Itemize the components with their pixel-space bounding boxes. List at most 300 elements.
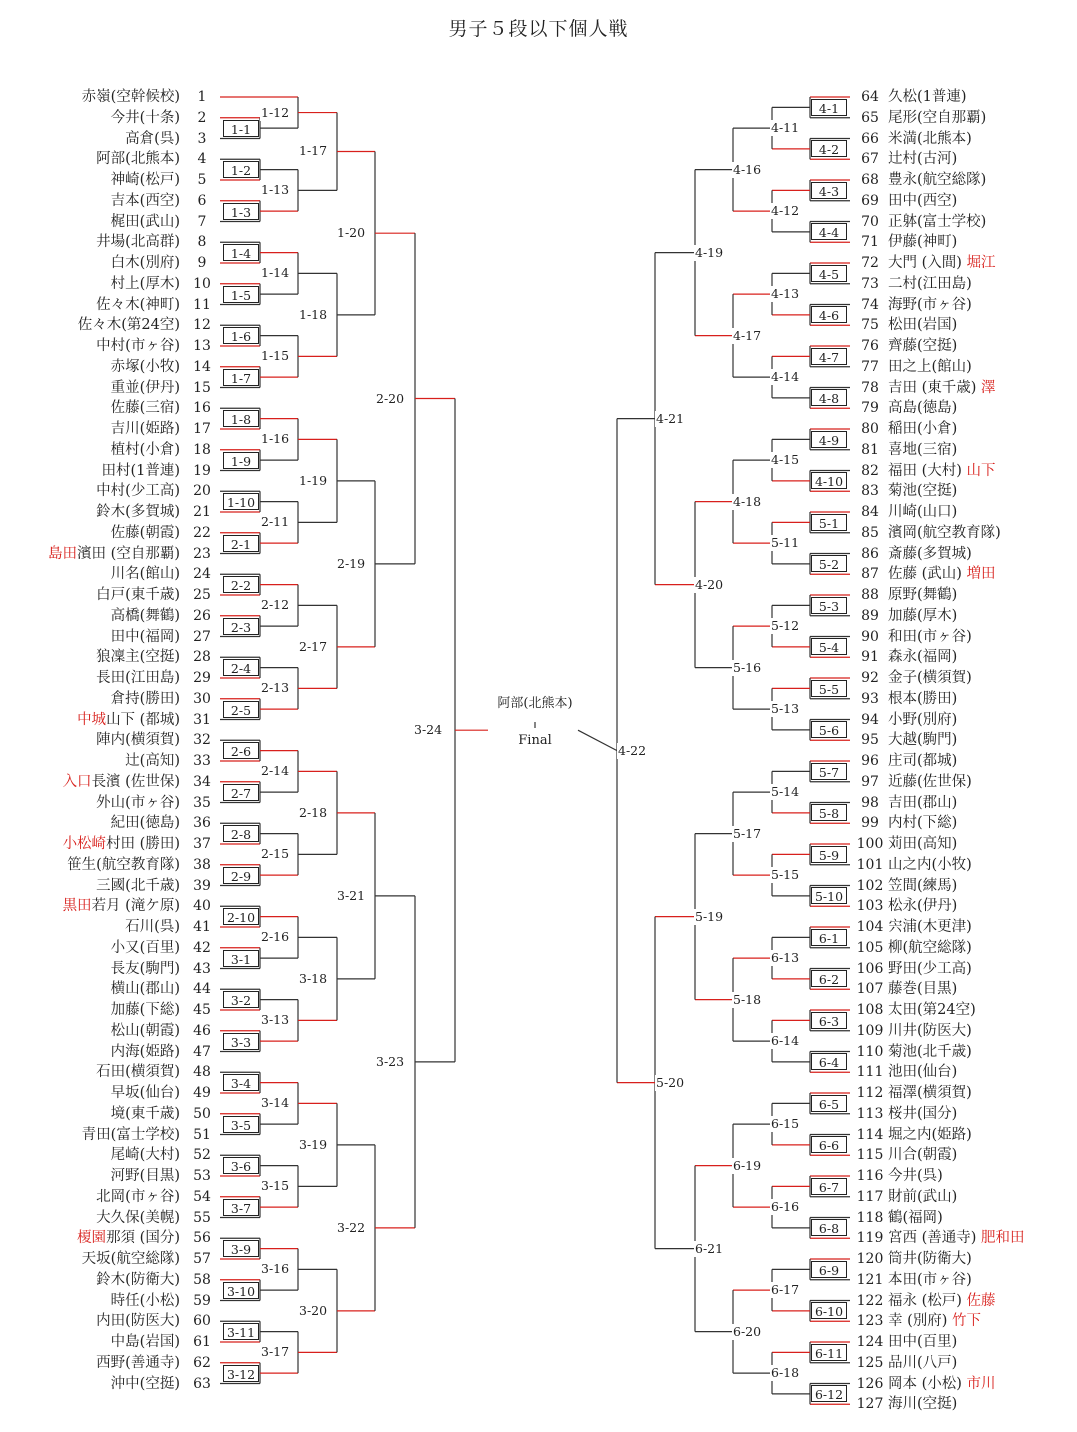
player-number: 19 (193, 462, 211, 479)
player-number: 111 (856, 1064, 884, 1081)
match-label: 4-3 (811, 182, 847, 199)
player-name: 青田(富士学校) (81, 1126, 180, 1143)
player-number: 110 (856, 1043, 884, 1060)
match-label: 4-4 (811, 223, 847, 240)
player-name: 伊藤(神町) (888, 234, 958, 251)
match-label: 6-21 (695, 1240, 724, 1256)
player-name: 根本(勝田) (888, 690, 958, 707)
player-number: 86 (861, 545, 879, 562)
player-name: 海野(市ヶ谷) (888, 296, 972, 313)
match-label: 4-12 (771, 203, 800, 219)
match-label: 5-5 (811, 680, 847, 697)
player-number: 64 (861, 89, 879, 105)
player-name: 榎園那須 (国分) (77, 1230, 180, 1247)
player-name: 黒田若月 (滝ケ原) (62, 898, 180, 915)
player-name: 幸 (別府) 竹下 (888, 1313, 982, 1330)
substitute-name: 竹下 (952, 1313, 982, 1330)
player-number: 46 (193, 1022, 211, 1039)
match-label: 4-11 (771, 120, 800, 136)
player-number: 90 (861, 628, 879, 645)
player-number: 81 (861, 441, 879, 458)
player-number: 48 (193, 1064, 211, 1081)
match-label: 4-16 (733, 161, 762, 177)
player-name: 狼凜主(空挺) (96, 649, 180, 666)
player-number: 72 (861, 255, 879, 271)
substitute-name: 肥和田 (981, 1230, 1025, 1247)
match-label: 4-14 (771, 369, 800, 385)
match-label: 6-10 (811, 1302, 847, 1319)
player-name: 辻(高知) (125, 753, 180, 769)
player-number: 26 (193, 607, 211, 624)
player-number: 88 (861, 587, 879, 603)
match-label: 3-14 (261, 1095, 290, 1111)
match-label: 2-19 (337, 555, 366, 571)
substitute-name: 島田 (48, 545, 78, 562)
player-name: 大越(駒門) (888, 732, 958, 749)
player-name: 財前(武山) (888, 1188, 958, 1205)
player-name: 久松(1普連) (888, 89, 967, 105)
player-number: 115 (856, 1147, 884, 1164)
match-label: 6-13 (771, 950, 800, 966)
match-label: 3-11 (223, 1323, 259, 1340)
player-name: 吉田 (東千歳) 澤 (888, 379, 996, 396)
player-name: 佐藤 (武山) 増田 (888, 566, 996, 583)
match-label: 2-18 (299, 804, 328, 820)
player-name: 福澤(横須賀) (888, 1085, 972, 1101)
player-name: 陣内(横須賀) (96, 732, 180, 749)
match-label: 5-10 (811, 887, 847, 904)
player-number: 55 (193, 1209, 211, 1226)
player-name: 正躰(富士学校) (888, 213, 987, 230)
player-name: 入口長濱 (佐世保) (62, 773, 180, 790)
match-label: 2-3 (223, 618, 259, 635)
player-name: 外山(市ヶ谷) (96, 794, 180, 811)
player-name: 長田(江田島) (96, 670, 180, 686)
player-number: 7 (197, 213, 207, 230)
player-name: 尾形(空自那覇) (888, 109, 987, 126)
player-name: 佐藤(朝霞) (110, 524, 180, 541)
player-name: 川崎(山口) (888, 504, 958, 520)
match-label: 4-6 (811, 306, 847, 323)
player-number: 94 (861, 711, 879, 728)
player-name: 石川(呉) (125, 919, 180, 935)
player-number: 79 (861, 400, 879, 417)
player-number: 3 (197, 130, 207, 147)
player-number: 42 (193, 939, 211, 956)
player-number: 28 (193, 649, 211, 666)
player-name: 阿部(北熊本) (96, 151, 180, 168)
player-number: 102 (856, 877, 884, 894)
player-name: 赤塚(小牧) (110, 358, 180, 375)
player-number: 80 (861, 421, 879, 437)
match-label: 5-11 (771, 535, 800, 551)
match-label: 3-9 (223, 1240, 259, 1257)
player-number: 49 (193, 1085, 211, 1101)
substitute-name: 入口 (62, 773, 92, 790)
player-number: 76 (861, 338, 879, 354)
player-name: 横山(郡山) (110, 981, 180, 998)
match-label: 4-8 (811, 389, 847, 406)
player-number: 75 (861, 317, 879, 334)
match-label: 3-12 (223, 1365, 259, 1382)
player-name: 佐々木(第24空) (77, 317, 180, 334)
match-label: 2-20 (376, 390, 405, 406)
match-label: 5-9 (811, 846, 847, 863)
bracket-line (578, 730, 617, 750)
match-label: 5-2 (811, 555, 847, 572)
player-name: 小野(別府) (888, 711, 958, 728)
player-number: 127 (856, 1396, 884, 1413)
player-number: 56 (193, 1230, 211, 1247)
match-label: 5-12 (771, 618, 800, 634)
player-number: 57 (193, 1251, 211, 1267)
player-number: 112 (856, 1085, 884, 1101)
player-number: 32 (193, 732, 211, 749)
match-label: 1-18 (299, 306, 328, 322)
player-name: 小又(百里) (110, 939, 180, 956)
player-name: 森永(福岡) (888, 649, 958, 666)
match-label: 6-16 (771, 1199, 800, 1215)
player-number: 23 (193, 545, 211, 562)
match-label: 6-8 (811, 1219, 847, 1236)
match-label: 3-15 (261, 1178, 290, 1194)
player-name: 品川(八戸) (888, 1354, 958, 1371)
player-name: 小松崎村田 (勝田) (62, 836, 180, 852)
player-number: 70 (861, 213, 879, 230)
match-label: 4-10 (811, 472, 847, 489)
match-label: 1-17 (299, 143, 328, 159)
match-label: 5-3 (811, 597, 847, 614)
player-number: 52 (193, 1147, 211, 1164)
player-name: 内田(防医大) (96, 1313, 180, 1330)
player-number: 104 (856, 919, 884, 935)
player-name: 松山(朝霞) (110, 1022, 180, 1039)
player-number: 125 (856, 1354, 884, 1371)
player-name: 濱岡(航空教育隊) (888, 524, 1001, 541)
match-label: 1-19 (299, 472, 328, 488)
match-label: 2-7 (223, 784, 259, 801)
player-name: 福永 (松戸) 佐藤 (888, 1292, 996, 1309)
player-name: 村上(厚木) (110, 275, 180, 292)
player-name: 田中(福岡) (110, 628, 180, 645)
player-name: 川井(防医大) (888, 1022, 972, 1039)
match-label: 5-20 (656, 1074, 685, 1090)
player-number: 78 (861, 379, 879, 396)
substitute-name: 市川 (966, 1375, 996, 1392)
match-label: 6-9 (811, 1261, 847, 1278)
player-name: 藤巻(目黒) (888, 981, 958, 998)
player-name: 二村(江田島) (888, 275, 972, 292)
match-label: 6-20 (733, 1323, 762, 1339)
player-name: 今井(十条) (110, 109, 180, 126)
player-name: 宍浦(木更津) (888, 919, 972, 935)
match-label: 2-16 (261, 929, 290, 945)
player-name: 松田(岩国) (888, 317, 958, 334)
player-name: 石田(横須賀) (96, 1064, 180, 1081)
player-name: 赤嶺(空幹候校) (81, 89, 180, 105)
match-label: 5-13 (771, 701, 800, 717)
match-label: 2-14 (261, 763, 290, 779)
player-number: 47 (193, 1043, 211, 1060)
match-label: 3-1 (223, 950, 259, 967)
match-label: 4-19 (695, 244, 724, 260)
player-number: 84 (861, 504, 879, 520)
match-label: 3-19 (299, 1136, 328, 1152)
match-label: 1-14 (261, 265, 290, 281)
player-number: 98 (861, 794, 879, 811)
match-label: 3-16 (261, 1261, 290, 1277)
player-number: 92 (861, 670, 879, 686)
final-label: Final (518, 733, 552, 748)
player-name: 長友(駒門) (110, 960, 180, 977)
player-name: 和田(市ヶ谷) (888, 628, 972, 645)
match-label: 1-20 (337, 225, 366, 241)
match-label: 1-6 (223, 327, 259, 344)
player-number: 95 (861, 732, 879, 749)
player-name: 海川(空挺) (888, 1396, 958, 1413)
match-label: 2-10 (223, 908, 259, 925)
player-name: 大久保(美幌) (96, 1209, 180, 1226)
player-number: 85 (861, 524, 879, 541)
substitute-name: 榎園 (77, 1230, 107, 1247)
player-name: 松永(伊丹) (888, 898, 958, 915)
match-label: 6-5 (811, 1095, 847, 1112)
player-number: 38 (193, 856, 211, 873)
match-label: 2-4 (223, 659, 259, 676)
match-label: 1-15 (261, 348, 290, 364)
player-name: 田村(1普連) (101, 462, 180, 479)
match-label: 3-22 (337, 1219, 366, 1235)
match-label: 2-15 (261, 846, 290, 862)
match-label: 1-13 (261, 182, 290, 198)
match-label: 4-22 (618, 742, 647, 758)
player-number: 34 (193, 773, 211, 790)
match-label: 5-18 (733, 991, 762, 1007)
match-label: 5-14 (771, 784, 800, 800)
player-number: 27 (193, 628, 211, 645)
player-name: 白戸(東千歳) (96, 587, 180, 603)
player-number: 82 (861, 462, 879, 479)
player-name: 笠間(練馬) (888, 877, 958, 894)
player-number: 87 (861, 566, 879, 583)
player-number: 18 (193, 441, 211, 458)
player-name: 菊池(北千歳) (888, 1043, 972, 1060)
player-number: 43 (193, 960, 211, 977)
player-number: 2 (197, 109, 207, 126)
player-name: 福田 (大村) 山下 (888, 462, 996, 479)
player-number: 122 (856, 1292, 884, 1309)
match-label: 4-13 (771, 286, 800, 302)
player-name: 菊池(空挺) (888, 483, 958, 500)
player-name: 田中(西空) (888, 192, 958, 209)
player-name: 井場(北高群) (96, 234, 180, 251)
player-number: 24 (193, 566, 211, 583)
match-label: 4-2 (811, 140, 847, 157)
player-name: 沖中(空挺) (110, 1375, 180, 1392)
match-label: 1-2 (223, 161, 259, 178)
player-name: 高島(徳島) (888, 400, 958, 417)
substitute-name: 黒田 (62, 898, 92, 915)
player-number: 71 (861, 234, 879, 251)
player-name: 時任(小松) (110, 1292, 180, 1309)
match-label: 5-4 (811, 638, 847, 655)
player-name: 早坂(仙台) (110, 1085, 180, 1101)
match-label: 6-14 (771, 1033, 800, 1049)
player-number: 99 (861, 815, 879, 832)
player-name: 苅田(高知) (888, 836, 958, 852)
player-name: 加藤(厚木) (888, 607, 958, 624)
player-number: 25 (193, 587, 211, 603)
substitute-name: 中城 (77, 711, 107, 728)
match-label: 6-2 (811, 970, 847, 987)
match-label: 6-15 (771, 1116, 800, 1132)
player-name: 柳(航空総隊) (888, 939, 972, 956)
match-label: 3-7 (223, 1199, 259, 1216)
player-name: 稲田(小倉) (888, 421, 958, 437)
match-label: 2-12 (261, 597, 290, 613)
match-label: 2-1 (223, 535, 259, 552)
player-number: 45 (193, 1002, 211, 1018)
match-label: 1-16 (261, 431, 290, 447)
player-number: 117 (856, 1188, 884, 1205)
player-name: 笹生(航空教育隊) (67, 856, 180, 873)
player-name: 川合(朝霞) (888, 1147, 958, 1164)
player-number: 8 (197, 234, 207, 251)
match-label: 3-3 (223, 1033, 259, 1050)
player-number: 44 (193, 981, 211, 998)
player-number: 109 (856, 1022, 884, 1039)
player-number: 107 (856, 981, 884, 998)
match-label: 4-9 (811, 431, 847, 448)
match-label: 6-6 (811, 1136, 847, 1153)
player-number: 40 (193, 898, 211, 915)
player-name: 内村(下総) (888, 815, 958, 832)
player-number: 83 (861, 483, 879, 500)
match-label: 3-4 (223, 1074, 259, 1091)
player-number: 68 (861, 172, 879, 188)
player-name: 天坂(航空総隊) (81, 1251, 180, 1267)
player-number: 126 (856, 1375, 884, 1392)
player-number: 20 (193, 483, 211, 500)
player-name: 池田(仙台) (888, 1064, 958, 1081)
match-label: 4-18 (733, 493, 762, 509)
player-number: 63 (193, 1375, 211, 1392)
player-number: 116 (856, 1168, 884, 1184)
player-number: 118 (856, 1209, 884, 1226)
player-name: 河野(目黒) (110, 1168, 180, 1184)
player-number: 35 (193, 794, 211, 811)
substitute-name: 堀江 (966, 255, 996, 271)
player-number: 53 (193, 1168, 211, 1184)
match-label: 4-17 (733, 327, 762, 343)
player-name: 中村(市ヶ谷) (96, 338, 180, 354)
match-label: 3-2 (223, 991, 259, 1008)
substitute-name: 佐藤 (966, 1292, 996, 1309)
player-number: 4 (197, 151, 207, 168)
player-name: 加藤(下総) (110, 1002, 180, 1018)
match-label: 1-8 (223, 410, 259, 427)
player-name: 田中(百里) (888, 1334, 958, 1350)
player-name: 本田(市ヶ谷) (888, 1271, 972, 1288)
player-number: 50 (193, 1105, 211, 1122)
player-name: 原野(舞鶴) (888, 587, 958, 603)
player-number: 66 (861, 130, 879, 147)
player-number: 11 (193, 296, 211, 313)
player-name: 田之上(館山) (888, 358, 972, 375)
page-title: 男子５段以下個人戦 (448, 18, 629, 40)
match-label: 4-21 (656, 410, 685, 426)
player-name: 紀田(徳島) (110, 815, 180, 832)
player-name: 吉本(西空) (110, 192, 180, 209)
player-number: 41 (193, 919, 211, 935)
player-name: 鈴木(防衛大) (96, 1271, 180, 1288)
player-name: 豊永(航空総隊) (888, 172, 987, 188)
player-number: 73 (861, 275, 879, 292)
player-number: 39 (193, 877, 211, 894)
player-number: 60 (193, 1313, 211, 1330)
player-name: 三國(北千歳) (96, 877, 180, 894)
player-name: 神崎(松戸) (110, 172, 180, 188)
player-name: 大門 (入間) 堀江 (888, 255, 996, 271)
player-number: 123 (856, 1313, 884, 1330)
match-label: 2-11 (261, 514, 290, 530)
player-number: 14 (193, 358, 211, 375)
match-label: 3-5 (223, 1116, 259, 1133)
match-label: 5-8 (811, 804, 847, 821)
match-label: 3-17 (261, 1344, 290, 1360)
player-number: 16 (193, 400, 211, 417)
player-name: 西野(善通寺) (96, 1354, 180, 1371)
player-name: 辻村(古河) (888, 151, 958, 168)
player-number: 114 (856, 1126, 884, 1143)
match-label: 6-7 (811, 1178, 847, 1195)
player-number: 105 (856, 939, 884, 956)
player-name: 米満(北熊本) (888, 130, 972, 147)
player-name: 倉持(勝田) (110, 690, 180, 707)
player-number: 31 (193, 711, 211, 728)
match-label: 3-20 (299, 1302, 328, 1318)
player-number: 93 (861, 690, 879, 707)
player-number: 13 (193, 338, 211, 354)
player-number: 37 (193, 836, 211, 852)
player-number: 119 (856, 1230, 884, 1247)
match-label: 5-7 (811, 763, 847, 780)
match-label: 5-1 (811, 514, 847, 531)
match-label: 6-18 (771, 1365, 800, 1381)
player-name: 斎藤(多賀城) (888, 545, 972, 562)
match-label: 3-21 (337, 887, 366, 903)
player-name: 中村(少工高) (96, 483, 180, 500)
match-label: 6-12 (811, 1385, 847, 1402)
player-number: 108 (856, 1002, 884, 1018)
player-number: 22 (193, 524, 211, 541)
player-name: 桜井(国分) (888, 1105, 958, 1122)
match-label: 1-7 (223, 369, 259, 386)
player-name: 鶴(福岡) (888, 1209, 943, 1226)
player-number: 17 (193, 421, 211, 437)
match-label: 2-6 (223, 742, 259, 759)
player-name: 金子(横須賀) (888, 670, 972, 686)
player-name: 庄司(都城) (888, 753, 958, 769)
player-number: 69 (861, 192, 879, 209)
player-name: 梶田(武山) (110, 213, 180, 230)
player-name: 堀之内(姫路) (888, 1126, 972, 1143)
substitute-name: 澤 (981, 379, 996, 396)
player-name: 今井(呉) (888, 1168, 943, 1184)
player-number: 5 (197, 172, 207, 188)
match-label: 4-1 (811, 99, 847, 116)
player-number: 103 (856, 898, 884, 915)
